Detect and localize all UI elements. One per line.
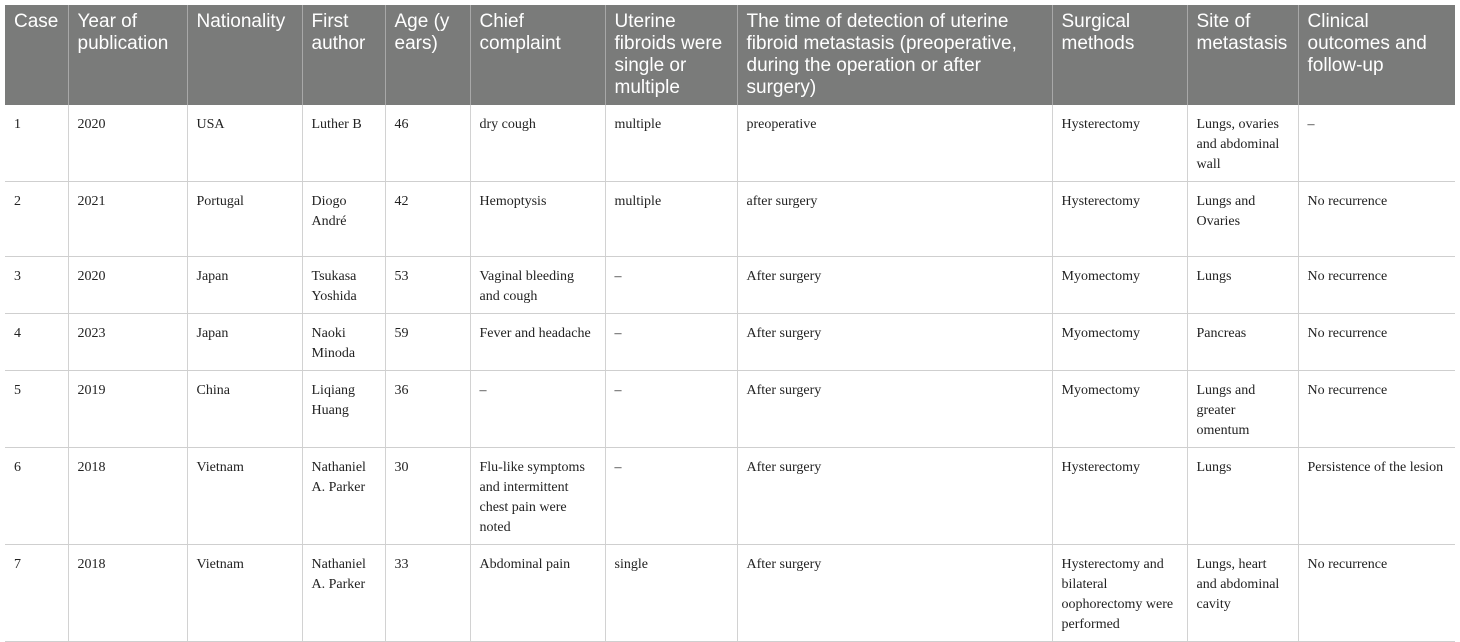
header-detection-time: The time of detection of uterine fibroid metastasis (preoperative, during the operation or after surgery) [737,5,1052,105]
cell-nationality: Japan [187,314,302,371]
table-row [5,105,1455,182]
table-row [5,257,1455,314]
cell-age: 53 [385,257,470,314]
cell-clinical-outcome: No recurrence [1298,257,1455,314]
cell-chief-complaint: Flu-like symptoms and intermittent chest pain were noted [470,448,605,545]
cell-chief-complaint: – [470,371,605,448]
cell-nationality: Vietnam [187,545,302,642]
cell-fibroid-count: – [605,314,737,371]
table-row [5,371,1455,448]
cell-year: 2020 [68,105,187,182]
cell-chief-complaint: dry cough [470,105,605,182]
cell-case: 5 [5,371,68,448]
header-nationality: Nationality [187,5,302,105]
cell-case: 6 [5,448,68,545]
cell-surgical-method: Myomectomy [1052,257,1187,314]
cell-site-of-metastasis: Lungs, heart and abdominal cavity [1187,545,1298,642]
cell-first-author: Liqiang Huang [302,371,385,448]
cell-site-of-metastasis: Lungs and Ovaries [1187,182,1298,257]
cell-first-author: Luther B [302,105,385,182]
cell-case: 3 [5,257,68,314]
cell-age: 30 [385,448,470,545]
header-fibroid-count: Uterine fibroids were single or multiple [605,5,737,105]
cell-year: 2019 [68,371,187,448]
header-row [5,5,1455,105]
cell-chief-complaint: Vaginal bleeding and cough [470,257,605,314]
cell-site-of-metastasis: Lungs, ovaries and abdominal wall [1187,105,1298,182]
table-row [5,182,1455,257]
cell-clinical-outcome: No recurrence [1298,182,1455,257]
cell-surgical-method: Hysterectomy [1052,105,1187,182]
cell-case: 7 [5,545,68,642]
header-case: Case [5,5,68,105]
cell-site-of-metastasis: Lungs [1187,448,1298,545]
header-site-of-metastasis: Site of metastasis [1187,5,1298,105]
cell-fibroid-count: – [605,448,737,545]
cell-chief-complaint: Hemoptysis [470,182,605,257]
cell-surgical-method: Myomectomy [1052,314,1187,371]
cell-fibroid-count: – [605,257,737,314]
header-surgical-methods: Surgical methods [1052,5,1187,105]
table-row [5,314,1455,371]
cell-fibroid-count: multiple [605,105,737,182]
cell-site-of-metastasis: Pancreas [1187,314,1298,371]
cell-nationality: Vietnam [187,448,302,545]
cell-year: 2023 [68,314,187,371]
cell-chief-complaint: Fever and headache [470,314,605,371]
cell-case: 1 [5,105,68,182]
header-year-of-publication: Year of publication [68,5,187,105]
cell-fibroid-count: multiple [605,182,737,257]
cell-surgical-method: Hysterectomy [1052,182,1187,257]
cell-case: 2 [5,182,68,257]
cell-clinical-outcome: – [1298,105,1455,182]
table-row [5,545,1455,642]
cell-detection-time: After surgery [737,314,1052,371]
cell-first-author: Tsukasa Yoshida [302,257,385,314]
cell-year: 2018 [68,448,187,545]
cell-year: 2021 [68,182,187,257]
cell-detection-time: After surgery [737,545,1052,642]
cell-chief-complaint: Abdominal pain [470,545,605,642]
cell-detection-time: preoperative [737,105,1052,182]
cell-clinical-outcome: No recurrence [1298,371,1455,448]
cell-first-author: Naoki Minoda [302,314,385,371]
cell-detection-time: after surgery [737,182,1052,257]
cell-detection-time: After surgery [737,257,1052,314]
header-clinical-outcomes: Clinical outcomes and follow-up [1298,5,1455,105]
header-age: Age (y ears) [385,5,470,105]
cell-detection-time: After surgery [737,448,1052,545]
cell-first-author: Diogo André [302,182,385,257]
cell-age: 33 [385,545,470,642]
table-row [5,448,1455,545]
cell-detection-time: After surgery [737,371,1052,448]
cell-age: 59 [385,314,470,371]
cell-nationality: Portugal [187,182,302,257]
cell-surgical-method: Myomectomy [1052,371,1187,448]
cell-site-of-metastasis: Lungs and greater omentum [1187,371,1298,448]
cell-year: 2018 [68,545,187,642]
cell-year: 2020 [68,257,187,314]
cell-surgical-method: Hysterectomy and bilateral oophorectomy were performed [1052,545,1187,642]
cell-first-author: Nathaniel A. Parker [302,448,385,545]
cell-nationality: Japan [187,257,302,314]
cell-surgical-method: Hysterectomy [1052,448,1187,545]
cell-site-of-metastasis: Lungs [1187,257,1298,314]
cell-clinical-outcome: No recurrence [1298,314,1455,371]
cell-clinical-outcome: No recurrence [1298,545,1455,642]
cell-nationality: USA [187,105,302,182]
cell-age: 36 [385,371,470,448]
cell-fibroid-count: single [605,545,737,642]
cell-fibroid-count: – [605,371,737,448]
cell-age: 42 [385,182,470,257]
cell-nationality: China [187,371,302,448]
cell-clinical-outcome: Persistence of the lesion [1298,448,1455,545]
header-first-author: First author [302,5,385,105]
case-table-container [5,5,1455,642]
cell-age: 46 [385,105,470,182]
case-report-table [5,5,1455,642]
cell-first-author: Nathaniel A. Parker [302,545,385,642]
cell-case: 4 [5,314,68,371]
header-chief-complaint: Chief complaint [470,5,605,105]
